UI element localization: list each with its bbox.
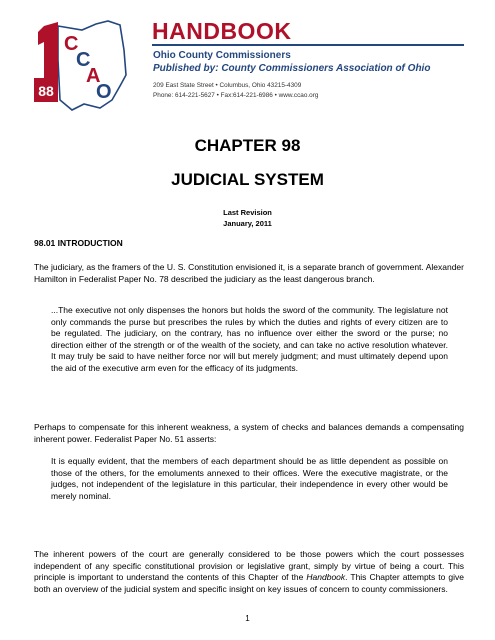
logo-88-text: 88 — [38, 83, 54, 99]
handbook-title: HANDBOOK — [152, 18, 292, 44]
quote-federalist-78: ...The executive not only dispenses the honors but holds the sword of the community. The legislature not only commands the purse but prescribes the rules by which the duties and rights of every citizen are to be regulated. The judiciary, on the contrary, has no influence over either the sword or the purse; no direction either of the strength or of the wealth of the society, and can take no active resolution whatever. It may truly be said to have neither force nor will but merely judgment; and must ultimately depend upon the aid of the executive arm even for the efficacy of its judgments. — [51, 305, 448, 373]
section-title: JUDICIAL SYSTEM — [171, 170, 324, 189]
handbook-subtitle: Ohio County Commissioners — [153, 50, 291, 61]
contact-line: Phone: 614-221-5627 • Fax:614-221-6986 • www.ccao.org — [153, 92, 319, 99]
page-number: 1 — [245, 614, 250, 623]
section-heading: 98.01 INTRODUCTION — [34, 238, 123, 248]
paragraph-3-text-b: . This Chapter attempts to give both an overview of the judicial system and specific insight on key issues of concern to county commissioners. — [34, 572, 464, 594]
logo-c2: C — [76, 49, 91, 71]
logo-o: O — [96, 81, 112, 103]
paragraph-1: The judiciary, as the framers of the U. S. Constitution envisioned it, is a separate branch of government. Alexander Hamilton in Federalist Paper No. 78 described the judiciary as the least dangerous branch. — [34, 262, 464, 284]
red-numeral-one — [38, 22, 58, 78]
revision-label: Last Revision — [223, 208, 272, 217]
revision-date: January, 2011 — [223, 219, 272, 228]
ccao-ohio-logo — [34, 20, 146, 112]
header-divider — [152, 44, 464, 46]
quote-federalist-51: It is equally evident, that the members of each department should be as little dependent as possible on those of the others, for the emoluments annexed to their offices. Were the executive magistrate, or the judges, not independent of the legislature in this particular, their independence in every other would be merely nominal. — [51, 456, 448, 501]
paragraph-3 — [34, 549, 464, 595]
chapter-title: CHAPTER 98 — [194, 136, 301, 155]
logo-a: A — [86, 65, 101, 87]
publisher-line: Published by: County Commissioners Association of Ohio — [153, 63, 431, 74]
paragraph-2: Perhaps to compensate for this inherent weakness, a system of checks and balances demands a compensating inherent power. Federalist Paper No. 51 asserts: — [34, 422, 464, 444]
paragraph-3-text-a: The inherent powers of the court are generally considered to be those powers which the court possesses independent of any specific constitutional provision or legislative grant, simply by virtue of being a court. This principle is important to understand the contents of this Chapter of the — [34, 549, 464, 583]
address-line: 209 East State Street • Columbus, Ohio 43215-4309 — [153, 82, 302, 89]
handbook-italic: Handbook — [306, 572, 346, 583]
logo-c1: C — [64, 33, 79, 55]
